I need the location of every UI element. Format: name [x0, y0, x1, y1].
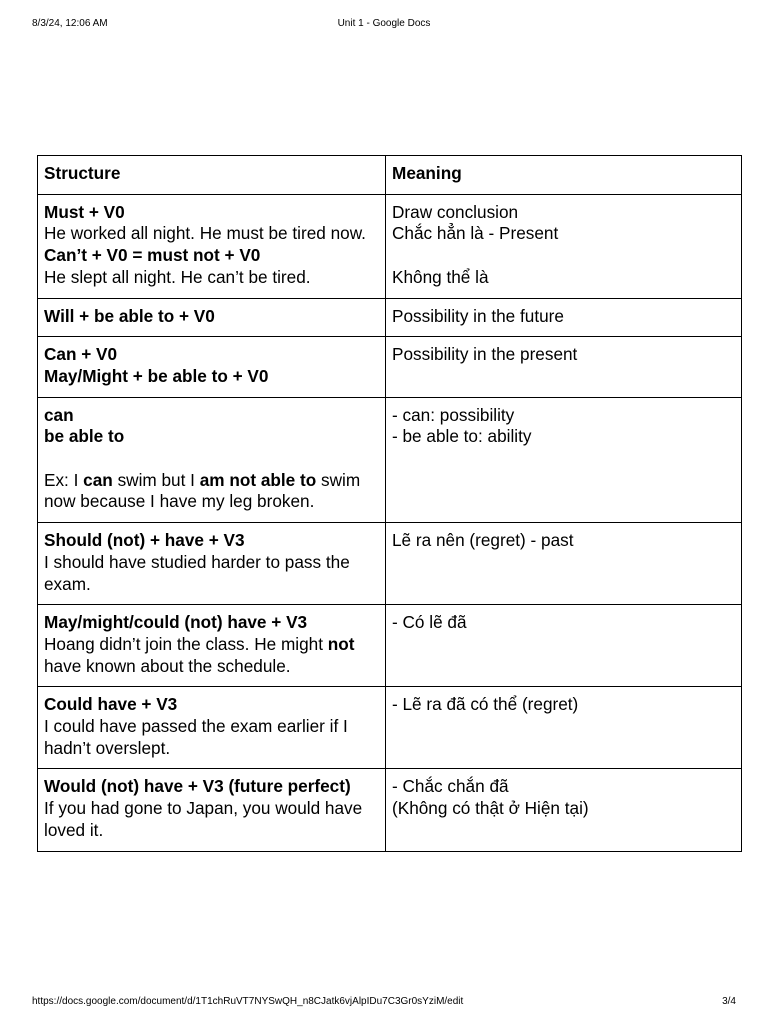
structure-cell — [38, 523, 386, 605]
structure-cell — [38, 397, 386, 523]
meaning-text: - Có lẽ đã — [392, 612, 467, 633]
structure-example: If you had gone to Japan, you would have loved it. — [44, 798, 367, 840]
structure-example: He worked all night. He must be tired now. — [44, 223, 366, 244]
table-row — [38, 605, 742, 687]
example-text: have known about the schedule. — [44, 633, 360, 676]
document-title: Unit 1 - Google Docs — [337, 18, 431, 29]
example-text: Ex: I — [44, 469, 84, 490]
structure-cell — [38, 298, 386, 337]
meaning-text: Draw conclusion — [392, 201, 519, 222]
structure-title: Would (not) have + V3 (future perfect) — [44, 776, 351, 797]
example-text: swim now because I have my leg broken. — [44, 469, 365, 512]
structure-title: can — [44, 404, 74, 425]
table-header-row — [38, 156, 742, 195]
meaning-cell — [386, 523, 742, 605]
example-emphasis: not — [327, 633, 355, 654]
structure-title: Must + V0 — [44, 201, 125, 222]
structure-example — [44, 470, 379, 513]
meaning-cell — [386, 605, 742, 687]
blank-line — [44, 448, 379, 470]
structure-title: May/Might + be able to + V0 — [44, 365, 269, 386]
structure-title: Can + V0 — [44, 344, 118, 365]
structure-example: I could have passed the exam earlier if I hadn’t overslept. — [44, 716, 353, 758]
structure-cell — [38, 687, 386, 769]
header-meaning-label: Meaning — [392, 163, 462, 183]
table-row — [38, 523, 742, 605]
structure-title: Could have + V3 — [44, 694, 178, 715]
structure-title: Can’t + V0 = must not + V0 — [44, 245, 261, 266]
meaning-text: Chắc hẳn là - Present — [392, 223, 559, 244]
blank-line — [392, 245, 735, 267]
table-row — [38, 298, 742, 337]
meaning-text: - can: possibility — [392, 404, 515, 425]
meaning-cell — [386, 397, 742, 523]
meaning-text: (Không có thật ở Hiện tại) — [392, 798, 589, 819]
table-row — [38, 769, 742, 851]
example-emphasis: can — [83, 469, 113, 490]
example-text: swim but I — [112, 469, 200, 490]
meaning-cell — [386, 687, 742, 769]
table-row — [38, 687, 742, 769]
grammar-table — [37, 155, 742, 852]
example-text: Hoang didn’t join the class. He might — [44, 633, 328, 654]
structure-cell — [38, 337, 386, 397]
header-structure-label: Structure — [44, 163, 121, 183]
meaning-text: - Lẽ ra đã có thể (regret) — [392, 694, 579, 715]
meaning-cell — [386, 194, 742, 298]
structure-title: May/might/could (not) have + V3 — [44, 612, 308, 633]
structure-example: I should have studied harder to pass the exam. — [44, 551, 355, 594]
structure-example: He slept all night. He can’t be tired. — [44, 266, 311, 287]
print-date: 8/3/24, 12:06 AM — [32, 18, 108, 29]
page-number: 3/4 — [722, 996, 736, 1007]
meaning-cell — [386, 298, 742, 337]
header-structure — [38, 156, 386, 195]
header-meaning — [386, 156, 742, 195]
structure-cell — [38, 605, 386, 687]
table-row — [38, 194, 742, 298]
print-header — [32, 16, 736, 32]
print-footer — [32, 994, 736, 1010]
structure-title: be able to — [44, 426, 125, 447]
meaning-text: - Chắc chắn đã — [392, 776, 509, 797]
structure-example — [44, 634, 379, 677]
structure-title: Will + be able to + V0 — [44, 305, 215, 326]
meaning-text: Lẽ ra nên (regret) - past — [392, 530, 574, 551]
meaning-text: Possibility in the present — [392, 344, 578, 365]
structure-cell — [38, 769, 386, 851]
meaning-text: Possibility in the future — [392, 305, 564, 326]
document-url: https://docs.google.com/document/d/1T1chRuVT7NYSwQH_n8CJatk6vjAlpIDu7C3Gr0sYziM/edit — [32, 996, 464, 1007]
table-row — [38, 337, 742, 397]
table-row — [38, 397, 742, 523]
example-emphasis: am not able to — [199, 469, 317, 490]
meaning-text: Không thể là — [392, 266, 489, 287]
meaning-cell — [386, 769, 742, 851]
meaning-cell — [386, 337, 742, 397]
meaning-text: - be able to: ability — [392, 426, 532, 447]
structure-title: Should (not) + have + V3 — [44, 530, 245, 551]
structure-cell — [38, 194, 386, 298]
